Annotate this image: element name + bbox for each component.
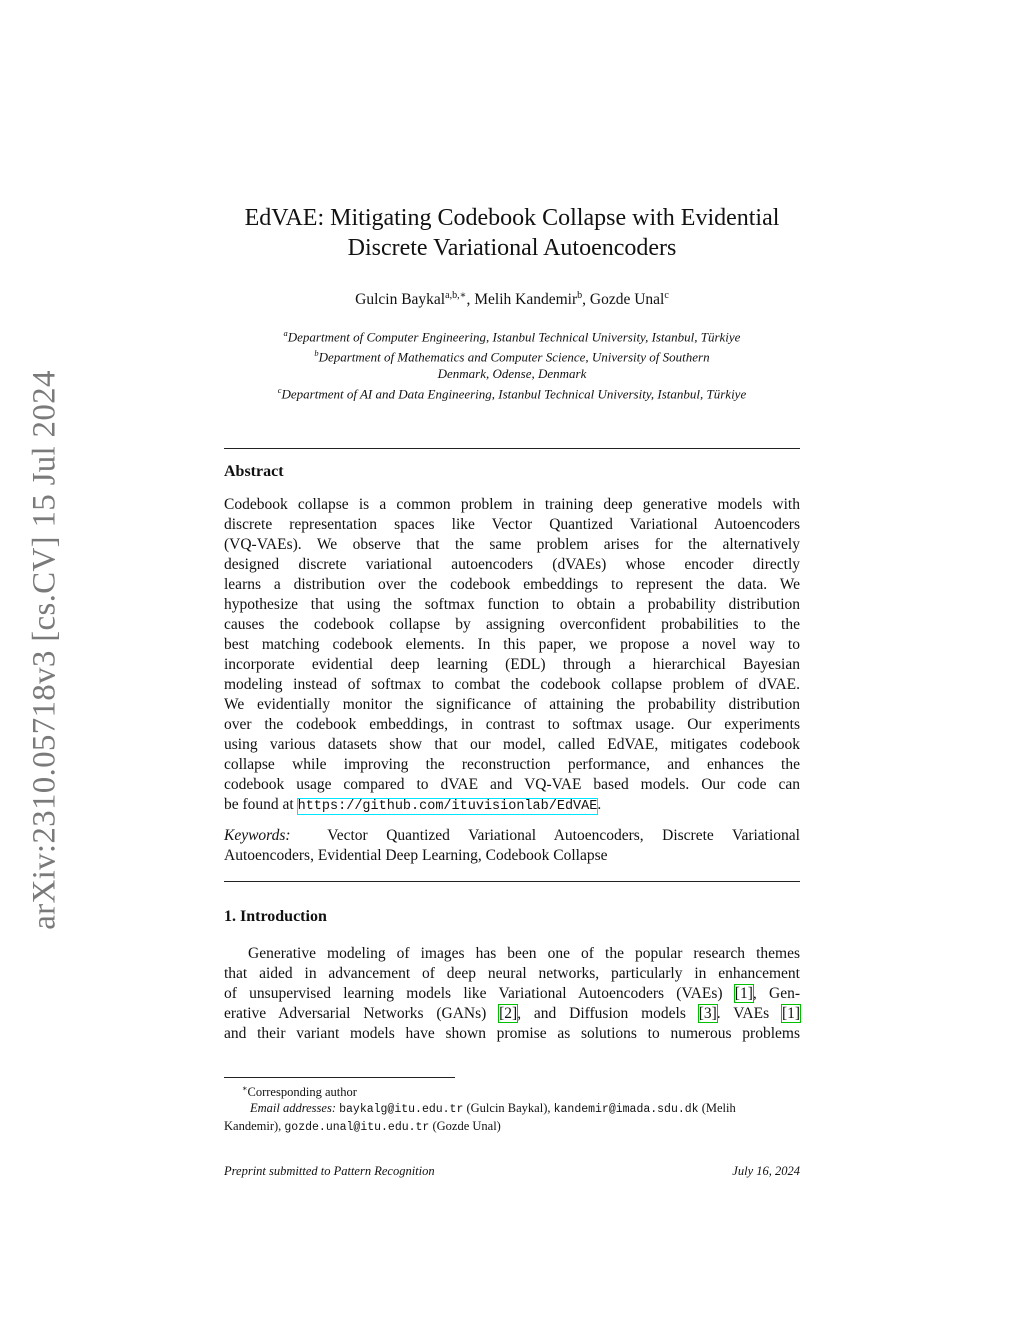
text-span: of unsupervised learning models like Variational Autoencoders (VAEs) (224, 985, 735, 1002)
divider (224, 448, 800, 449)
keywords-text: Autoencoders, Evidential Deep Learning, Codebook Collapse (224, 847, 608, 864)
text-line: codebook usage compared to dVAE and VQ-VAE based models. Our code can (224, 776, 800, 793)
text-span: erative Adversarial Networks (GANs) (224, 1005, 500, 1022)
arxiv-stamp: arXiv:2310.05718v3 [cs.CV] 15 Jul 2024 (26, 370, 63, 930)
citation-link[interactable]: [1] (781, 1005, 801, 1022)
footnote-rule (224, 1077, 455, 1078)
keywords-label: Keywords: (224, 827, 291, 844)
text-line (224, 1004, 800, 1024)
text-span: , Gen- (752, 985, 800, 1002)
affiliation-mark: a (283, 328, 288, 338)
footnote-text: (Gozde Unal) (429, 1119, 501, 1134)
footnote-mark: ∗ (242, 1084, 248, 1093)
footnote-text: Kandemir), (224, 1119, 285, 1134)
author-marks: b (577, 290, 583, 301)
affiliation-text: Department of Computer Engineering, Istanbul Technical University, Istanbul, Türkiye (287, 329, 741, 345)
abstract-heading: Abstract (224, 463, 284, 480)
text-line: (VQ-VAEs). We observe that the same problem arises for the alternatively (224, 536, 800, 553)
text-span: , and Diffusion models (517, 1005, 699, 1022)
email-address: gozde.unal@itu.edu.tr (284, 1121, 430, 1135)
divider (224, 881, 800, 882)
text-line: best matching codebook elements. In this paper, we propose a novel way to (224, 636, 800, 653)
author: Melih Kandemir (474, 291, 578, 309)
affiliation (0, 325, 1024, 345)
text-line: modeling instead of softmax to combat the codebook collapse problem of dVAE. (224, 676, 800, 693)
footnote-text: Corresponding author (247, 1085, 357, 1100)
author-marks: a,b,∗ (445, 290, 467, 301)
footer-journal: Preprint submitted to Pattern Recognition (224, 1164, 435, 1178)
keywords (224, 826, 800, 866)
footnote-text: (Gulcin Baykal), (463, 1101, 554, 1116)
text-line: discrete representation spaces like Vector Quantized Variational Autoencoders (224, 516, 800, 533)
author-list: Gulcin Baykal$^{a,b,∗}$, Melih Kandemir$^b$, Gozde Unal$^c$ (355, 290, 669, 309)
title-line: Discrete Variational Autoencoders (347, 235, 677, 261)
abstract-body (224, 495, 800, 815)
text-line: using various datasets show that our model, called EdVAE, mitigates codebook (224, 736, 800, 753)
intro-heading-wrap (224, 908, 800, 926)
text-line: collapse while improving the reconstruction performance, and enhances the (224, 756, 800, 773)
text-line: hypothesize that using the softmax function to obtain a probability distribution (224, 596, 800, 613)
email-address: kandemir@imada.sdu.dk (553, 1103, 699, 1117)
author: Gulcin Baykal (355, 291, 446, 309)
text-line: We evidentially monitor the significance of attaining the probability distribution (224, 696, 800, 713)
text-line (224, 795, 800, 815)
code-link[interactable]: https://github.com/ituvisionlab/EdVAE (297, 799, 598, 814)
footnote-text: (Melih (698, 1101, 736, 1116)
email-label: Email addresses: (250, 1101, 336, 1116)
text-line: designed discrete variational autoencoders (dVAEs) whose encoder directly (224, 556, 800, 573)
intro-body (224, 944, 800, 1044)
affiliation (0, 345, 1024, 365)
section-heading: 1. Introduction (224, 908, 327, 925)
title-line: EdVAE: Mitigating Codebook Collapse with Evidential (244, 205, 780, 231)
affiliation-text: Denmark, Odense, Denmark (437, 365, 587, 381)
text-line: and their variant models have shown promise as solutions to numerous problems (224, 1025, 800, 1042)
author: Gozde Unal (589, 291, 665, 309)
affiliation-text: Department of Mathematics and Computer Science, University of Southern (318, 349, 710, 365)
text-line: that aided in advancement of deep neural networks, particularly in enhancement (224, 965, 800, 982)
citation-link[interactable]: [1] (734, 985, 753, 1002)
affiliations (0, 325, 1024, 402)
text-line (224, 984, 800, 1004)
affiliation (0, 366, 1024, 382)
text-line: over the codebook embeddings, in contrast to softmax usage. Our experiments (224, 716, 800, 733)
email-address: baykalg@itu.edu.tr (339, 1103, 464, 1117)
affiliation (0, 382, 1024, 402)
text-line: incorporate evidential deep learning (EDL) through a hierarchical Bayesian (224, 656, 800, 673)
text-line: Codebook collapse is a common problem in training deep generative models with (224, 496, 800, 513)
citation-link[interactable]: [3] (698, 1005, 717, 1022)
text-line: Generative modeling of images has been one of the popular research themes (248, 945, 800, 962)
footnotes (224, 1081, 800, 1136)
affiliation-text: Department of AI and Data Engineering, Istanbul Technical University, Istanbul, Türkiye (281, 385, 747, 401)
text-line: causes the codebook collapse by assigning overconfident probabilities to the (224, 616, 800, 633)
text-span: be found at (224, 796, 298, 813)
abstract-heading-wrap (224, 463, 800, 481)
affiliation-mark: b (314, 348, 319, 359)
affiliation-mark: c (277, 384, 282, 395)
footer-date: July 16, 2024 (732, 1164, 800, 1178)
citation-link[interactable]: [2] (499, 1005, 518, 1022)
text-span: . (597, 796, 602, 813)
paper-title (0, 203, 1024, 263)
page-footer (224, 1163, 800, 1179)
author-marks: c (664, 290, 669, 301)
text-line: learns a distribution over the codebook embeddings to represent the data. We (224, 576, 800, 593)
text-span: . VAEs (716, 1005, 782, 1022)
keywords-text: Vector Quantized Variational Autoencoders, Discrete Variational (327, 827, 800, 844)
